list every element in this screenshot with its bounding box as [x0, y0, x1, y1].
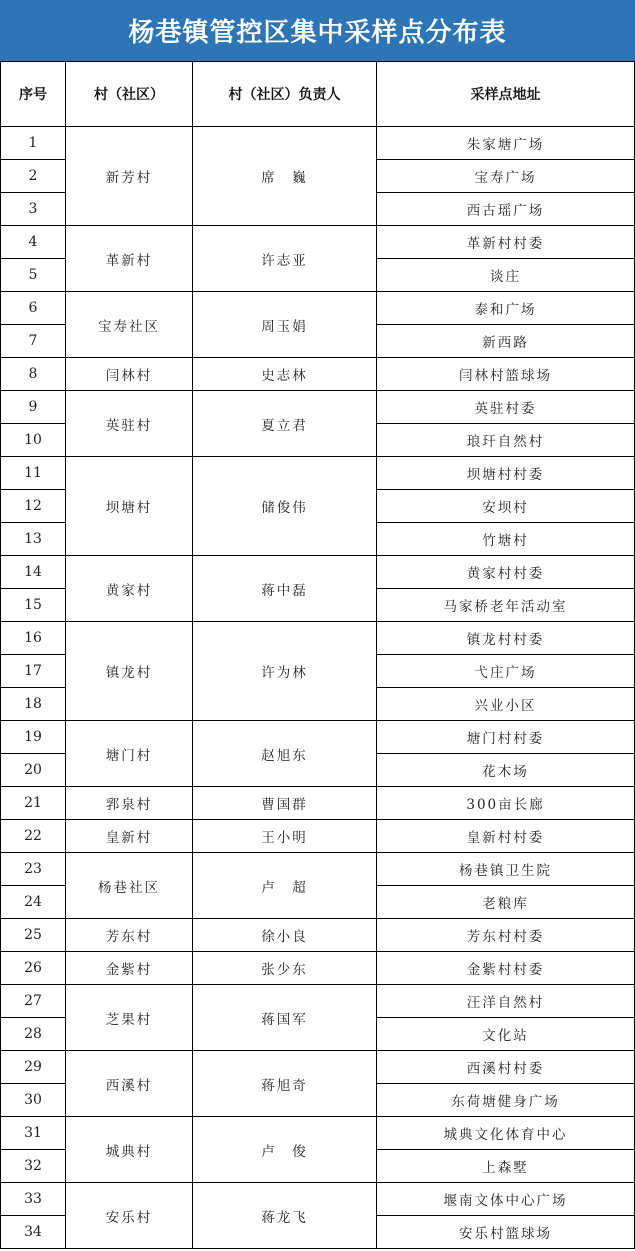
- person-cell: 史志林: [193, 358, 377, 391]
- village-cell: 黄家村: [66, 556, 193, 622]
- table-row: [1, 919, 635, 952]
- address-cell: 朱家塘广场: [377, 127, 635, 160]
- table-row: [1, 787, 635, 820]
- address-cell: 杨巷镇卫生院: [377, 853, 635, 886]
- seq-cell: 22: [1, 820, 66, 853]
- person-cell: 赵旭东: [193, 721, 377, 787]
- person-cell: 蒋龙飞: [193, 1183, 377, 1249]
- table-row: [1, 457, 635, 490]
- table-body: [1, 127, 635, 1249]
- table-row: [1, 1051, 635, 1084]
- header-village: 村（社区）: [66, 62, 193, 127]
- seq-cell: 11: [1, 457, 66, 490]
- seq-cell: 13: [1, 523, 66, 556]
- address-cell: 老粮库: [377, 886, 635, 919]
- person-cell: 徐小良: [193, 919, 377, 952]
- seq-cell: 10: [1, 424, 66, 457]
- address-cell: 文化站: [377, 1018, 635, 1051]
- table-row: [1, 391, 635, 424]
- address-cell: 闫林村篮球场: [377, 358, 635, 391]
- seq-cell: 34: [1, 1216, 66, 1249]
- village-cell: 闫林村: [66, 358, 193, 391]
- table-row: [1, 292, 635, 325]
- seq-cell: 29: [1, 1051, 66, 1084]
- address-cell: 300亩长廊: [377, 787, 635, 820]
- header-seq: 序号: [1, 62, 66, 127]
- address-cell: 琅玕自然村: [377, 424, 635, 457]
- seq-cell: 19: [1, 721, 66, 754]
- village-cell: 杨巷社区: [66, 853, 193, 919]
- address-cell: 花木场: [377, 754, 635, 787]
- seq-cell: 26: [1, 952, 66, 985]
- seq-cell: 2: [1, 160, 66, 193]
- address-cell: 汪洋自然村: [377, 985, 635, 1018]
- address-cell: 西溪村村委: [377, 1051, 635, 1084]
- address-cell: 塘门村村委: [377, 721, 635, 754]
- seq-cell: 4: [1, 226, 66, 259]
- person-cell: 蒋旭奇: [193, 1051, 377, 1117]
- address-cell: 泰和广场: [377, 292, 635, 325]
- person-cell: 周玉娟: [193, 292, 377, 358]
- header-person: 村（社区）负责人: [193, 62, 377, 127]
- village-cell: 镇龙村: [66, 622, 193, 721]
- village-cell: 英驻村: [66, 391, 193, 457]
- village-cell: 城典村: [66, 1117, 193, 1183]
- header-address: 采样点地址: [377, 62, 635, 127]
- person-cell: 席 巍: [193, 127, 377, 226]
- address-cell: 新西路: [377, 325, 635, 358]
- table-row: [1, 226, 635, 259]
- village-cell: 郛泉村: [66, 787, 193, 820]
- table-row: [1, 952, 635, 985]
- seq-cell: 28: [1, 1018, 66, 1051]
- seq-cell: 12: [1, 490, 66, 523]
- person-cell: 蒋中磊: [193, 556, 377, 622]
- address-cell: 镇龙村村委: [377, 622, 635, 655]
- seq-cell: 15: [1, 589, 66, 622]
- seq-cell: 25: [1, 919, 66, 952]
- seq-cell: 8: [1, 358, 66, 391]
- person-cell: 王小明: [193, 820, 377, 853]
- address-cell: 兴业小区: [377, 688, 635, 721]
- address-cell: 堰南文体中心广场: [377, 1183, 635, 1216]
- address-cell: 芳东村村委: [377, 919, 635, 952]
- seq-cell: 5: [1, 259, 66, 292]
- person-cell: 许志亚: [193, 226, 377, 292]
- seq-cell: 33: [1, 1183, 66, 1216]
- seq-cell: 18: [1, 688, 66, 721]
- address-cell: 上森墅: [377, 1150, 635, 1183]
- seq-cell: 7: [1, 325, 66, 358]
- village-cell: 西溪村: [66, 1051, 193, 1117]
- village-cell: 金紫村: [66, 952, 193, 985]
- seq-cell: 1: [1, 127, 66, 160]
- seq-cell: 31: [1, 1117, 66, 1150]
- person-cell: 卢 超: [193, 853, 377, 919]
- address-cell: 坝塘村村委: [377, 457, 635, 490]
- village-cell: 皇新村: [66, 820, 193, 853]
- address-cell: 东荷塘健身广场: [377, 1084, 635, 1117]
- seq-cell: 30: [1, 1084, 66, 1117]
- address-cell: 西古瑶广场: [377, 193, 635, 226]
- table-row: [1, 358, 635, 391]
- person-cell: 储俊伟: [193, 457, 377, 556]
- seq-cell: 21: [1, 787, 66, 820]
- person-cell: 蒋国军: [193, 985, 377, 1051]
- sampling-sites-table: [0, 61, 635, 1249]
- table-row: [1, 1117, 635, 1150]
- address-cell: 安坝村: [377, 490, 635, 523]
- table-row: [1, 556, 635, 589]
- address-cell: 谈庄: [377, 259, 635, 292]
- table-row: [1, 127, 635, 160]
- table-row: [1, 721, 635, 754]
- seq-cell: 16: [1, 622, 66, 655]
- seq-cell: 20: [1, 754, 66, 787]
- seq-cell: 23: [1, 853, 66, 886]
- village-cell: 芝果村: [66, 985, 193, 1051]
- address-cell: 竹塘村: [377, 523, 635, 556]
- table-row: [1, 622, 635, 655]
- village-cell: 新芳村: [66, 127, 193, 226]
- village-cell: 安乐村: [66, 1183, 193, 1249]
- address-cell: 皇新村村委: [377, 820, 635, 853]
- village-cell: 坝塘村: [66, 457, 193, 556]
- seq-cell: 14: [1, 556, 66, 589]
- table-title: 杨巷镇管控区集中采样点分布表: [0, 0, 635, 61]
- person-cell: 曹国群: [193, 787, 377, 820]
- seq-cell: 3: [1, 193, 66, 226]
- village-cell: 革新村: [66, 226, 193, 292]
- table-row: [1, 985, 635, 1018]
- address-cell: 城典文化体育中心: [377, 1117, 635, 1150]
- village-cell: 芳东村: [66, 919, 193, 952]
- address-cell: 安乐村篮球场: [377, 1216, 635, 1249]
- seq-cell: 27: [1, 985, 66, 1018]
- address-cell: 黄家村村委: [377, 556, 635, 589]
- person-cell: 夏立君: [193, 391, 377, 457]
- table-row: [1, 820, 635, 853]
- table-row: [1, 1183, 635, 1216]
- header-row: [1, 62, 635, 127]
- seq-cell: 32: [1, 1150, 66, 1183]
- person-cell: 卢 俊: [193, 1117, 377, 1183]
- seq-cell: 9: [1, 391, 66, 424]
- seq-cell: 17: [1, 655, 66, 688]
- person-cell: 张少东: [193, 952, 377, 985]
- village-cell: 塘门村: [66, 721, 193, 787]
- table-row: [1, 853, 635, 886]
- address-cell: 弋庄广场: [377, 655, 635, 688]
- address-cell: 金紫村村委: [377, 952, 635, 985]
- seq-cell: 6: [1, 292, 66, 325]
- village-cell: 宝寿社区: [66, 292, 193, 358]
- address-cell: 宝寿广场: [377, 160, 635, 193]
- address-cell: 英驻村委: [377, 391, 635, 424]
- address-cell: 马家桥老年活动室: [377, 589, 635, 622]
- address-cell: 革新村村委: [377, 226, 635, 259]
- person-cell: 许为林: [193, 622, 377, 721]
- seq-cell: 24: [1, 886, 66, 919]
